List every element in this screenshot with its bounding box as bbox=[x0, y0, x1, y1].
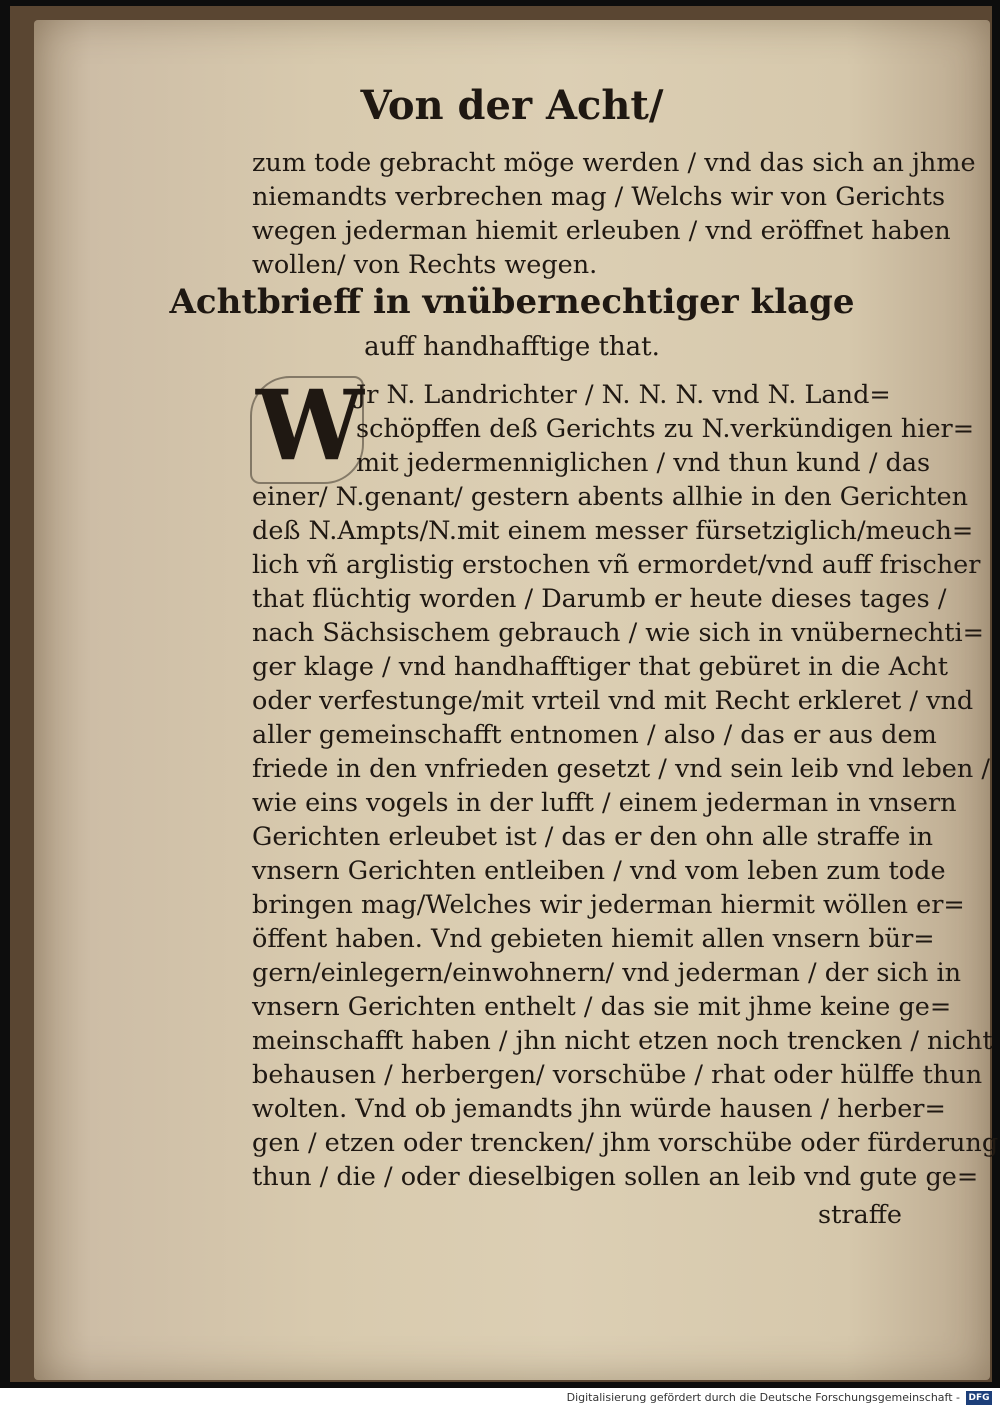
binding-board bbox=[10, 6, 999, 1382]
page-leaf bbox=[34, 20, 999, 1380]
body-line: Gerichten erleubet ist / das er den ohn alle straffe in bbox=[252, 822, 934, 852]
section-subheading: auff handhafftige that. bbox=[364, 332, 660, 362]
body-line: einer/ N.genant/ gestern abents allhie in den Gerichten bbox=[252, 482, 969, 512]
running-head: Von der Acht/ bbox=[360, 82, 664, 129]
body-line: bringen mag/Welches wir jederman hiermit wöllen er= bbox=[252, 890, 965, 920]
body-line: nach Sächsischem gebrauch / wie sich in vnübernechti= bbox=[252, 618, 985, 648]
intro-line: wegen jederman hiemit erleuben / vnd eröffnet haben bbox=[252, 216, 951, 246]
body-line: schöpffen deß Gerichts zu N.verkündigen hier= bbox=[356, 414, 975, 444]
decorated-initial: W bbox=[256, 369, 364, 482]
intro-line: wollen/ von Rechts wegen. bbox=[252, 250, 598, 280]
dfg-logo-icon: DFG bbox=[966, 1391, 992, 1405]
body-line: that flüchtig worden / Darumb er heute dieses tages / bbox=[252, 584, 947, 614]
body-line: lich vñ arglistig erstochen vñ ermordet/vnd auff frischer bbox=[252, 550, 981, 580]
body-line: oder verfestunge/mit vrteil vnd mit Recht erkleret / vnd bbox=[252, 686, 974, 716]
body-line: ger klage / vnd handhafftiger that gebüret in die Acht bbox=[252, 652, 948, 682]
body-line: thun / die / oder dieselbigen sollen an leib vnd gute ge= bbox=[252, 1162, 979, 1192]
section-heading: Achtbrieff in vnübernechtiger klage bbox=[169, 282, 855, 322]
body-line: deß N.Ampts/N.mit einem messer fürsetziglich/meuch= bbox=[252, 516, 974, 546]
body-line: behausen / herbergen/ vorschübe / rhat oder hülffe thun bbox=[252, 1060, 983, 1090]
intro-line: zum tode gebracht möge werden / vnd das sich an jhme bbox=[252, 148, 976, 178]
body-line: wolten. Vnd ob jemandts jhn würde hausen / herber= bbox=[252, 1094, 946, 1124]
body-line: gen / etzen oder trencken/ jhm vorschübe oder fürderung bbox=[252, 1128, 999, 1158]
body-line: Jr N. Landrichter / N. N. N. vnd N. Land= bbox=[356, 380, 891, 410]
footer-credit: Digitalisierung gefördert durch die Deutsche Forschungsgemeinschaft - bbox=[566, 1391, 960, 1404]
body-line: friede in den vnfrieden gesetzt / vnd sein leib vnd leben / bbox=[252, 754, 990, 784]
body-line: gern/einlegern/einwohnern/ vnd jederman / der sich in bbox=[252, 958, 962, 988]
body-line: vnsern Gerichten entleiben / vnd vom leben zum tode bbox=[252, 856, 946, 886]
body-line: meinschafft haben / jhn nicht etzen noch trencken / nicht bbox=[252, 1026, 993, 1056]
body-line: mit jedermenniglichen / vnd thun kund / das bbox=[356, 448, 931, 478]
digitization-footer bbox=[0, 1388, 1000, 1410]
body-line: öffent haben. Vnd gebieten hiemit allen vnsern bür= bbox=[252, 924, 935, 954]
body-line: vnsern Gerichten enthelt / das sie mit jhme keine ge= bbox=[252, 992, 952, 1022]
body-line: aller gemeinschafft entnomen / also / das er aus dem bbox=[252, 720, 937, 750]
intro-line: niemandts verbrechen mag / Welchs wir von Gerichts bbox=[252, 182, 946, 212]
catchword: straffe bbox=[818, 1200, 902, 1230]
body-line: wie eins vogels in der lufft / einem jederman in vnsern bbox=[252, 788, 957, 818]
